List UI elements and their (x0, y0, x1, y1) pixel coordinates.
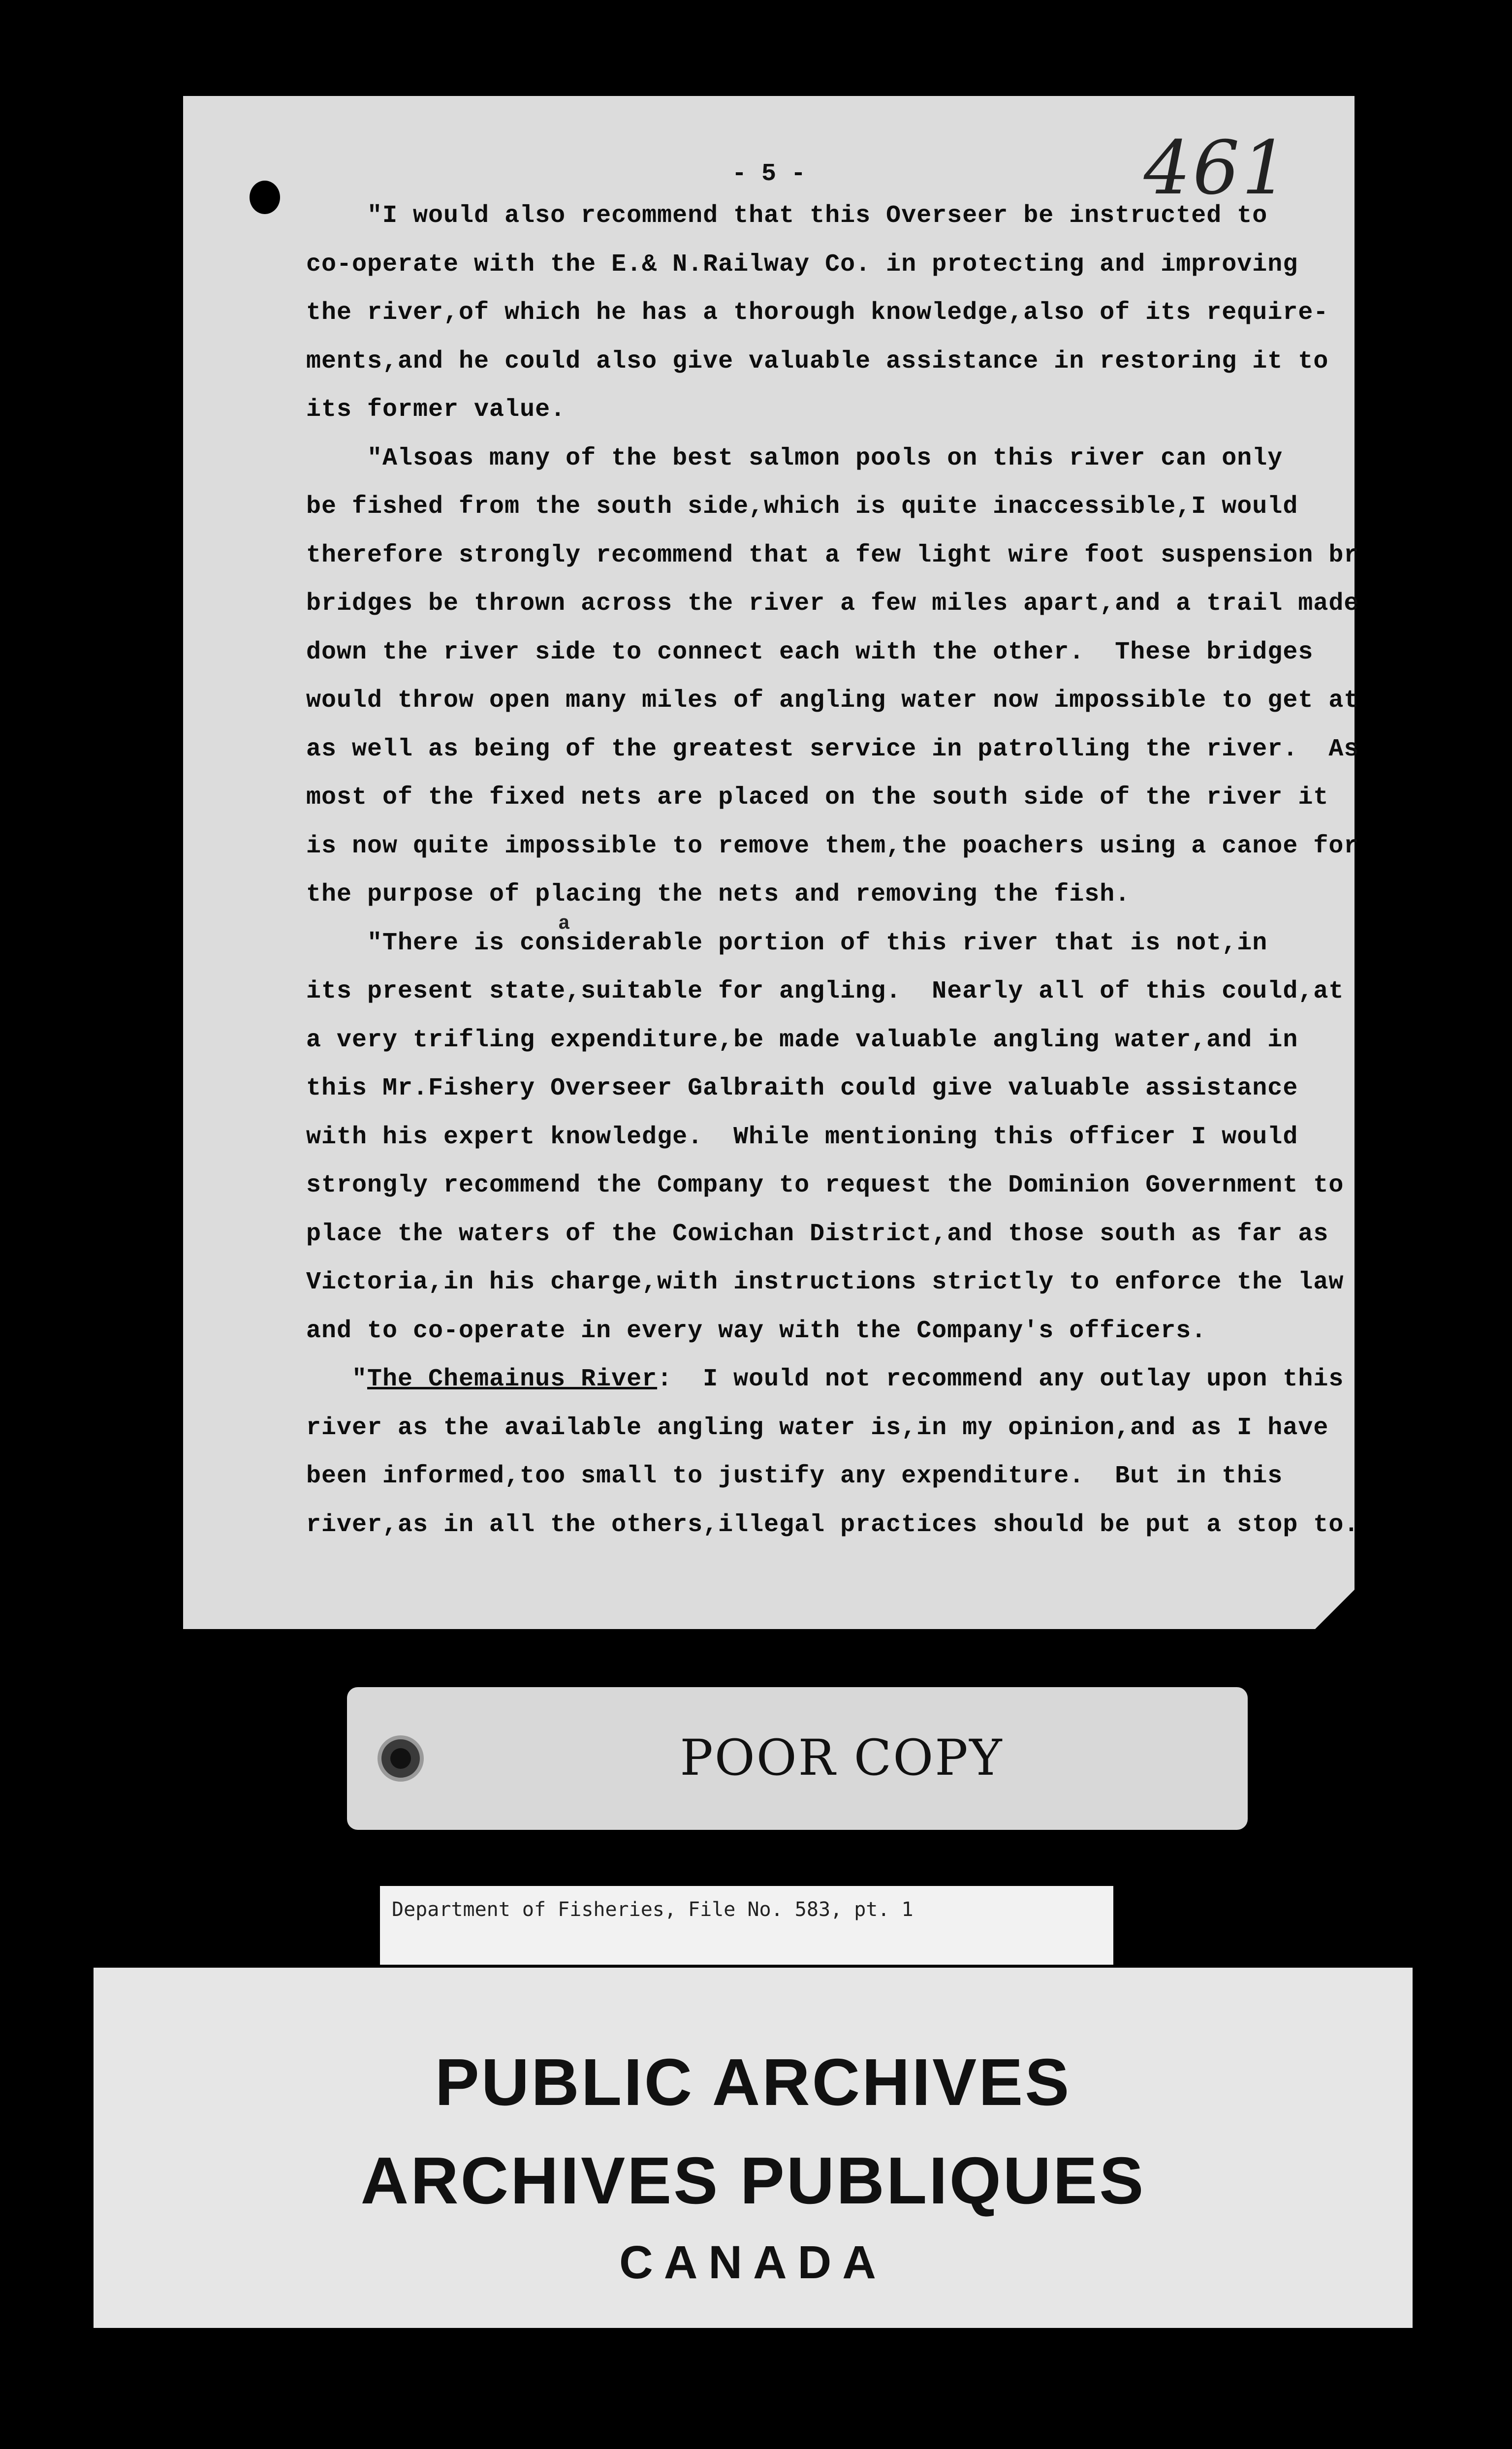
text-line: a very trifling expenditure,be made valuable angling water,and in (306, 1026, 1298, 1054)
text-line: strongly recommend the Company to request the Dominion Government to (306, 1171, 1344, 1199)
heading-line-text: I would not recommend any outlay upon this (703, 1365, 1344, 1393)
text-line: would throw open many miles of angling water now impossible to get at (306, 687, 1359, 715)
poor-copy-tag (347, 1687, 1248, 1830)
handwritten-folio-number: 461 (1143, 126, 1291, 211)
text-line: "There is considerable portion of this river that is not,in (306, 929, 1268, 957)
heading-suffix: : (657, 1365, 703, 1393)
text-line: as well as being of the greatest service in patrolling the river. As (306, 735, 1359, 763)
text-line: ments,and he could also give valuable assistance in restoring it to (306, 347, 1329, 376)
text-line: the purpose of placing the nets and removing the fish. (306, 880, 1131, 909)
text-line: "I would also recommend that this Overseer be instructed to (306, 202, 1268, 230)
text-line: therefore strongly recommend that a few light wire foot suspension br (306, 541, 1359, 569)
text-line: place the waters of the Cowichan District,and those south as far as (306, 1220, 1329, 1248)
text-line: this Mr.Fishery Overseer Galbraith could give valuable assistance (306, 1074, 1298, 1102)
file-reference-label: Department of Fisheries, File No. 583, pt. 1 (380, 1886, 1113, 1965)
heading-prefix: " (306, 1365, 368, 1393)
folded-corner (1315, 1590, 1354, 1629)
text-line: its former value. (306, 396, 566, 424)
text-line: be fished from the south side,which is quite inaccessible,I would (306, 493, 1298, 521)
stamp-line-french: ARCHIVES PUBLIQUES (360, 2143, 1146, 2218)
poor-copy-label: POOR COPY (680, 1729, 1004, 1787)
inserted-letter: a (558, 913, 570, 935)
section-heading: The Chemainus River (367, 1365, 658, 1393)
stamp-line-country: CANADA (619, 2236, 887, 2289)
archive-stamp (94, 1968, 1413, 2328)
page-number: - 5 - (731, 160, 806, 188)
text-line: its present state,suitable for angling. Nearly all of this could,at (306, 977, 1344, 1005)
text-line: been informed,too small to justify any expenditure. But in this (306, 1462, 1283, 1490)
text-line: Victoria,in his charge,with instructions strictly to enforce the law (306, 1268, 1344, 1296)
stamp-line-english: PUBLIC ARCHIVES (435, 2045, 1071, 2119)
text-line: most of the fixed nets are placed on the south side of the river it (306, 784, 1329, 812)
text-line: the river,of which he has a thorough knowledge,also of its require- (306, 299, 1329, 327)
typed-body-text (306, 192, 1359, 1549)
text-line: "Alsoas many of the best salmon pools on this river can only (306, 444, 1283, 472)
text-line: down the river side to connect each with the other. These bridges (306, 638, 1314, 666)
text-line: co-operate with the E.& N.Railway Co. in protecting and improving (306, 250, 1298, 279)
text-line: bridges be thrown across the river a few miles apart,and a trail made (306, 590, 1359, 618)
text-line: is now quite impossible to remove them,the poachers using a canoe for (306, 832, 1359, 860)
text-line: with his expert knowledge. While mentioning this officer I would (306, 1123, 1298, 1151)
text-line: river,as in all the others,illegal practices should be put a stop to. (306, 1510, 1359, 1539)
text-line: river as the available angling water is,in my opinion,and as I have (306, 1413, 1329, 1442)
text-line: and to co-operate in every way with the Company's officers. (306, 1317, 1207, 1345)
document-page (183, 96, 1359, 1629)
section-heading-line (306, 1355, 1344, 1404)
